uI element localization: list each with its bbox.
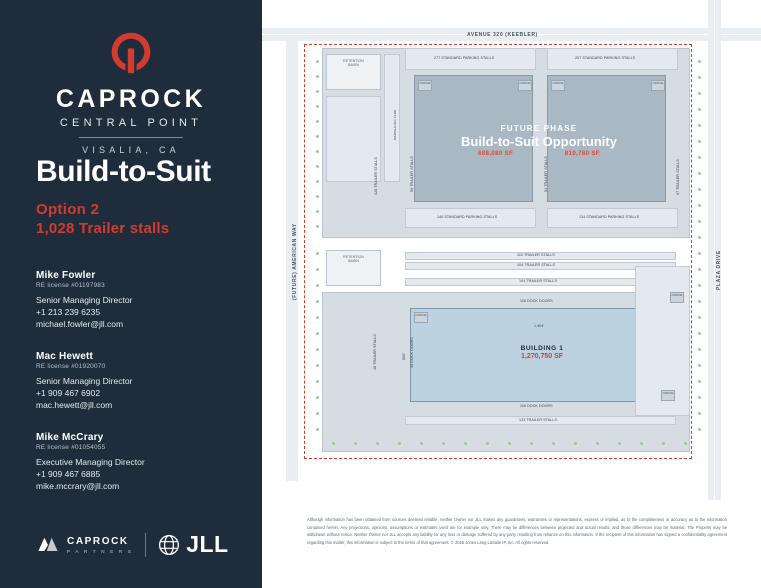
caprock-footer-sub: P A R T N E R S [67, 548, 134, 554]
stalls-428: 428 TRAILER STALLS [374, 156, 378, 195]
tree-icon [316, 316, 319, 319]
tree-icon [332, 442, 335, 445]
parking-label-257: 257 STANDARD PARKING STALLS [575, 56, 636, 60]
tree-icon [316, 348, 319, 351]
dimension-length: 1,904' [534, 324, 545, 328]
site-plan-map[interactable] [262, 0, 761, 500]
stalls-59: 59 TRAILER STALLS [410, 156, 414, 192]
tree-icon [662, 442, 665, 445]
road-top-label: AVENUE 320 (KEEBLER) [467, 31, 538, 38]
tree-icon [486, 442, 489, 445]
tree-icon [316, 380, 319, 383]
office-box-s1: OFFICE [414, 312, 428, 323]
left-info-panel [0, 0, 262, 588]
tree-icon [376, 442, 379, 445]
tree-icon [316, 396, 319, 399]
contact-license: RE license #01197983 [36, 282, 105, 289]
tree-icon [698, 140, 701, 143]
contact-name: Mike Fowler [36, 270, 96, 281]
trailer-label-104a: 104 TRAILER STALLS [517, 263, 556, 267]
tree-icon [698, 284, 701, 287]
contact-license: RE license #01054055 [36, 444, 106, 451]
tree-icon [316, 300, 319, 303]
tree-icon [316, 268, 319, 271]
dock-doors-label-top: 116 DOCK DOORS [520, 299, 553, 303]
contact-email[interactable]: mike.mccrary@jll.com [36, 481, 120, 491]
brand-divider [79, 137, 183, 138]
contact-title: Senior Managing Director [36, 295, 133, 305]
tree-icon [698, 220, 701, 223]
marshaling-yard-label: MARSHALING YARD [393, 109, 397, 140]
dimension-depth: 600' [402, 352, 406, 360]
contact-title: Senior Managing Director [36, 376, 133, 386]
tree-icon [684, 442, 687, 445]
tree-icon [354, 442, 357, 445]
tree-icon [698, 236, 701, 239]
brand-logo-block [0, 30, 262, 155]
building-1-name: BUILDING 1 [520, 345, 564, 352]
tree-icon [618, 442, 621, 445]
jll-wordmark: JLL [186, 531, 229, 557]
tree-icon [698, 60, 701, 63]
right-panel [262, 0, 761, 588]
tree-icon [316, 75, 319, 78]
caprock-footer-name: CAPROCK [67, 535, 129, 547]
retention-basin-south: RETENTION BASIN [326, 250, 381, 286]
tree-icon [698, 348, 701, 351]
parking-label-277: 277 STANDARD PARKING STALLS [434, 56, 495, 60]
contact-name: Mike McCrary [36, 432, 104, 443]
parking-label-140: 140 STANDARD PARKING STALLS [437, 215, 498, 219]
brand-subtitle: CENTRAL POINT [59, 117, 203, 130]
tree-icon [316, 120, 319, 123]
tree-icon [316, 60, 319, 63]
dock-doors-46-left: 46 DOCK DOORS [410, 337, 414, 368]
road-right-centerline [714, 0, 715, 500]
parking-label-134: 134 STANDARD PARKING STALLS [579, 215, 640, 219]
jll-logo [158, 531, 228, 558]
contact-phone[interactable]: +1 213 239 6235 [36, 307, 101, 317]
office-box-n3: OFFICE [551, 80, 565, 91]
tree-icon [316, 210, 319, 213]
stalls-51: 51 TRAILER STALLS [544, 156, 548, 192]
tree-icon [552, 442, 555, 445]
future-phase-sizes [404, 151, 674, 157]
tree-icon [698, 204, 701, 207]
tree-icon [316, 412, 319, 415]
office-box-east: OFFICE [670, 292, 684, 303]
page-title: Build-to-Suit [36, 155, 211, 188]
office-box-s2: OFFICE [661, 390, 675, 401]
contact-license: RE license #01920070 [36, 363, 106, 370]
office-box-n4: OFFICE [651, 80, 665, 91]
tree-icon [316, 90, 319, 93]
tree-icon [316, 150, 319, 153]
tree-icon [698, 108, 701, 111]
tree-icon [420, 442, 423, 445]
tree-icon [698, 332, 701, 335]
tree-icon [698, 380, 701, 383]
stalls-48: 48 TRAILER STALLS [373, 334, 377, 370]
trailer-stalls-label: 1,028 Trailer stalls [36, 220, 170, 237]
caprock-monogram-icon [108, 30, 154, 76]
contact-email[interactable]: mac.hewett@jll.com [36, 400, 113, 410]
future-phase-title: Build-to-Suit Opportunity [461, 134, 617, 149]
jll-globe-icon [158, 534, 180, 556]
legal-disclaimer: Although information has been obtained from sources deemed reliable, neither Owner nor JLL makes any guarantees, warranties or representations, express or implied, as to the completeness or accuracy as to the information contained herein. Any projections, opinions, assumptions or estimates used are for example only. There may be differences between projected and actual results, and those differences may be material. The Property may be withdrawn without notice. Neither Owner nor JLL accepts any liability for any loss or damage suffered by any party resulting from reliance on this information. If the recipient of this information has signed a confidentiality agreement regarding this matter, this information is subject to the terms of that agreement. © 2025 Jones Lang LaSalle IP, Inc. All rights reserved. [307, 517, 727, 545]
contact-title: Executive Managing Director [36, 457, 145, 467]
tree-icon [698, 412, 701, 415]
office-box-n2: OFFICE [518, 80, 532, 91]
contact-card [36, 351, 246, 410]
tree-icon [316, 284, 319, 287]
option-label: Option 2 [36, 201, 100, 218]
footer-logos [36, 531, 229, 558]
future-phase-callout [404, 124, 674, 157]
tree-icon [316, 135, 319, 138]
tree-icon [464, 442, 467, 445]
tree-icon [508, 442, 511, 445]
contact-email[interactable]: michael.fowler@jll.com [36, 319, 124, 329]
tree-icon [698, 252, 701, 255]
tree-icon [316, 332, 319, 335]
tree-icon [698, 188, 701, 191]
trailer-label-110: 110 TRAILER STALLS [517, 253, 555, 257]
tree-icon [398, 442, 401, 445]
future-phase-eyebrow: FUTURE PHASE [500, 124, 578, 133]
tree-icon [316, 195, 319, 198]
tree-icon [316, 165, 319, 168]
tree-icon [316, 364, 319, 367]
dock-doors-label-bottom: 116 DOCK DOORS [520, 404, 553, 408]
tree-icon [698, 268, 701, 271]
contact-name: Mac Hewett [36, 351, 94, 362]
office-box-n1: OFFICE [418, 80, 432, 91]
contact-phone[interactable]: +1 909 467 6885 [36, 469, 101, 479]
road-right-label: PLAZA DRIVE [716, 250, 722, 290]
building-1-size: 1,270,750 SF [520, 353, 564, 360]
tree-icon [316, 252, 319, 255]
retention-basin-north: RETENTION BASIN [326, 54, 381, 90]
building-1-callout [477, 345, 607, 360]
caprock-mark-icon [36, 533, 60, 557]
road-left-label: (FUTURE) AMERICAN WAY [292, 223, 298, 300]
contact-list [36, 270, 246, 513]
contact-card [36, 270, 246, 329]
brand-name: CAPROCK [55, 85, 207, 113]
tree-icon [530, 442, 533, 445]
contact-phone[interactable]: +1 909 467 6902 [36, 388, 101, 398]
future-phase-size-right: 810,780 SF [564, 151, 600, 157]
tree-icon [574, 442, 577, 445]
trailer-label-104b: 104 TRAILER STALLS [519, 279, 558, 283]
future-phase-size-left: 688,080 SF [478, 151, 514, 157]
caprock-footer-text [67, 536, 133, 554]
footer-divider [145, 533, 146, 557]
tree-icon [698, 364, 701, 367]
tree-icon [640, 442, 643, 445]
tree-icon [596, 442, 599, 445]
tree-icon [316, 428, 319, 431]
trailer-label-133: 133 TRAILER STALLS [519, 418, 558, 422]
tree-icon [316, 225, 319, 228]
parking-field-nw [326, 96, 381, 182]
tree-icon [698, 300, 701, 303]
stalls-67: 67 TRAILER STALLS [676, 159, 680, 195]
tree-icon [698, 428, 701, 431]
brand-city: VISALIA, CA [82, 145, 180, 156]
tree-icon [698, 124, 701, 127]
tree-icon [698, 316, 701, 319]
tree-icon [698, 396, 701, 399]
tree-icon [698, 76, 701, 79]
contact-card [36, 432, 246, 491]
tree-icon [698, 172, 701, 175]
tree-icon [698, 92, 701, 95]
tree-icon [316, 180, 319, 183]
tree-icon [316, 105, 319, 108]
marshaling-yard [384, 54, 400, 182]
tree-icon [698, 156, 701, 159]
tree-icon [442, 442, 445, 445]
